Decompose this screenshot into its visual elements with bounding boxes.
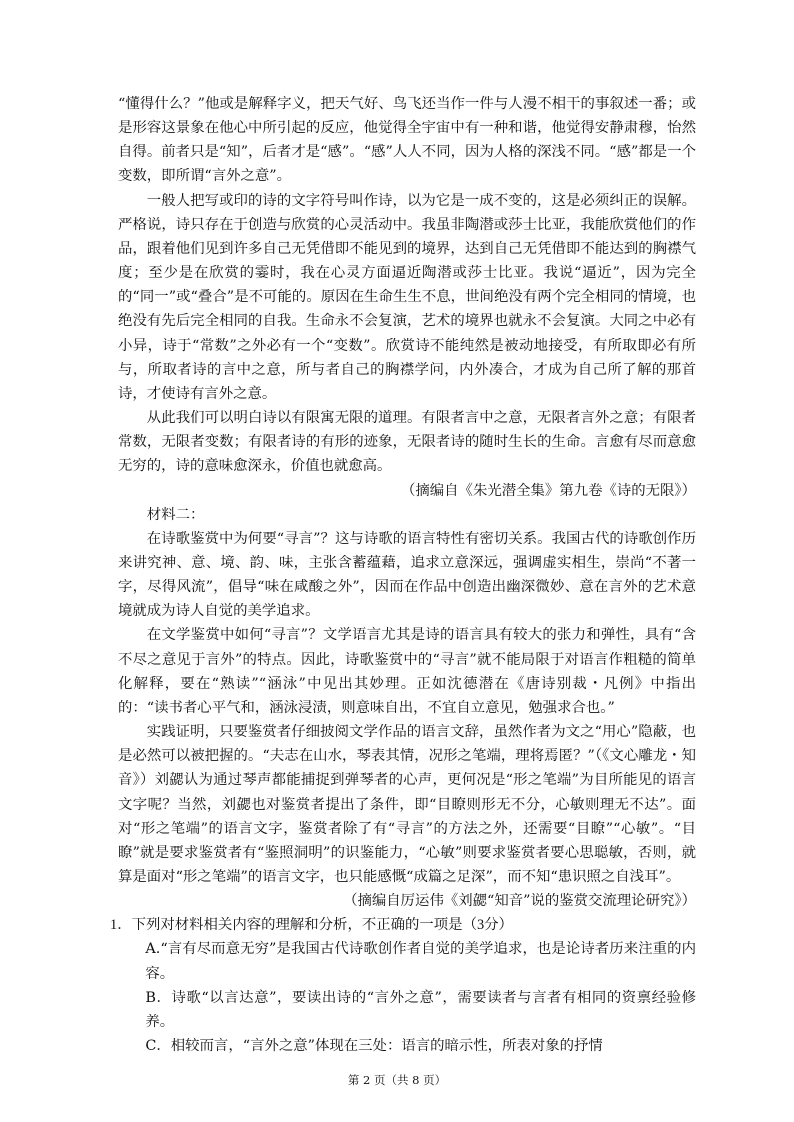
question-1-option-b: B．诗歌“以言达意”，要读出诗的“言外之意”，需要读者与言者有相同的资禀经验修养。 (145, 989, 696, 1030)
material1-paragraph-2: 一般人把写或印的诗的文字符号叫作诗，以为它是一成不变的，这是必须纠正的误解。严格说，诗只存在于创造与欣赏的心灵活动中。我虽非陶潜或莎士比亚，我能欣赏他们的作品，跟着他们见到许多自己无凭借即不能见到的境界，达到自己无凭借即不能达到的胸襟气度；至少是在欣赏的霎时，我在心灵方面逼近陶潜或莎士比亚。我说“逼近”，因为完全的“同一”或“叠合”是不可能的。原因在生命生生不息，世间绝没有两个完全相同的情境，也绝没有先后完全相同的自我。生命永不会复演，艺术的境界也就永不会复演。大同之中必有小异，诗于“常数”之外必有一个“变数”。欣赏诗不能纯然是被动地接受，有所取即必有所与，所取者诗的言中之意，所与者自己的胸襟学问，内外凑合，才成为自己所了解的那首诗，才使诗有言外之意。 (118, 192, 696, 402)
material1-paragraph-3: 从此我们可以明白诗以有限寓无限的道理。有限者言中之意，无限者言外之意；有限者常数，无限者变数；有限者诗的有形的迹象，无限者诗的随时生长的生命。言愈有尽而意愈无穷的，诗的意味愈深永，价值也就愈高。 (118, 410, 696, 475)
page-content (110, 92, 696, 1058)
material1-paragraph-1: “懂得什么？”他或是解释字义，把天气好、鸟飞还当作一件与人漫不相干的事叙述一番；或是形容这景象在他心中所引起的反应，他觉得全宇宙中有一种和谐，他觉得安静肃穆，怡然自得。前者只是“知”，后者才是“感”。“感”人人不同，因为人格的深浅不同。“感”都是一个变数，即所谓“言外之意”。 (118, 96, 696, 185)
page-footer: 第 2 页（共 8 页） (347, 1073, 447, 1087)
material2-paragraph-3: 实践证明，只要鉴赏者仔细披阅文学作品的语言文辞，虽然作者为文之“用心”隐蔽，也是必然可以被把握的。“夫志在山水，琴表其情，况形之笔端，理将焉匿？”（《文心雕龙・知音》）刘勰认为通过琴声都能捕捉到弹琴者的心声，更何况是“形之笔端”为目所能见的语言文字呢？当然，刘勰也对鉴赏者提出了条件，即“目瞭则形无不分，心敏则理无不达”。面对“形之笔端”的语言文字，鉴赏者除了有“寻言”的方法之外，还需要“目瞭”“心敏”。“目瞭”就是要求鉴赏者有“鉴照洞明”的识鉴能力，“心敏”则要求鉴赏者要心思聪敏，否则，就算是面对“形之笔端”的语言文字，也只能感慨“成篇之足深”，而不知“患识照之自浅耳”。 (118, 724, 696, 885)
material2-source: （摘编自厉运伟《刘勰“知音”说的鉴赏交流理论研究》） (343, 893, 696, 910)
material1-source: （摘编自《朱光潜全集》第九卷《诗的无限》） (400, 482, 696, 499)
question-1-stem: 1．下列对材料相关内容的理解和分析，不正确的一项是（3分） (110, 917, 513, 934)
question-1-option-c: C．相较而言，“言外之意”体现在三处：语言的暗示性，所表对象的抒情 (145, 1038, 603, 1055)
material2-heading: 材料二： (146, 506, 205, 523)
material2-paragraph-1: 在诗歌鉴赏中为何要“寻言”？这与诗歌的语言特性有密切关系。我国古代的诗歌创作历来讲究神、意、境、韵、味，主张含蓄蕴藉，追求立意深远，强调虚实相生，崇尚“不著一字，尽得风流”，倡导“味在咸酸之外”，因而在作品中创造出幽深微妙、意在言外的艺术意境就成为诗人自觉的美学追求。 (118, 530, 696, 620)
question-1-option-a: A.“言有尽而意无穷”是我国古代诗歌创作者自觉的美学追求，也是论诗者历来注重的内容。 (145, 941, 696, 982)
material2-paragraph-2: 在文学鉴赏中如何“寻言”？文学语言尤其是诗的语言具有较大的张力和弹性，具有“含不尽之意见于言外”的特点。因此，诗歌鉴赏中的“寻言”就不能局限于对语言作粗糙的简单化解释，要在“熟读”“涵泳”中见出其妙理。正如沈德潜在《唐诗别裁・凡例》中指出的：“读书者心平气和，涵泳浸渍，则意味自出，不宜自立意见，勉强求合也。” (118, 627, 696, 716)
